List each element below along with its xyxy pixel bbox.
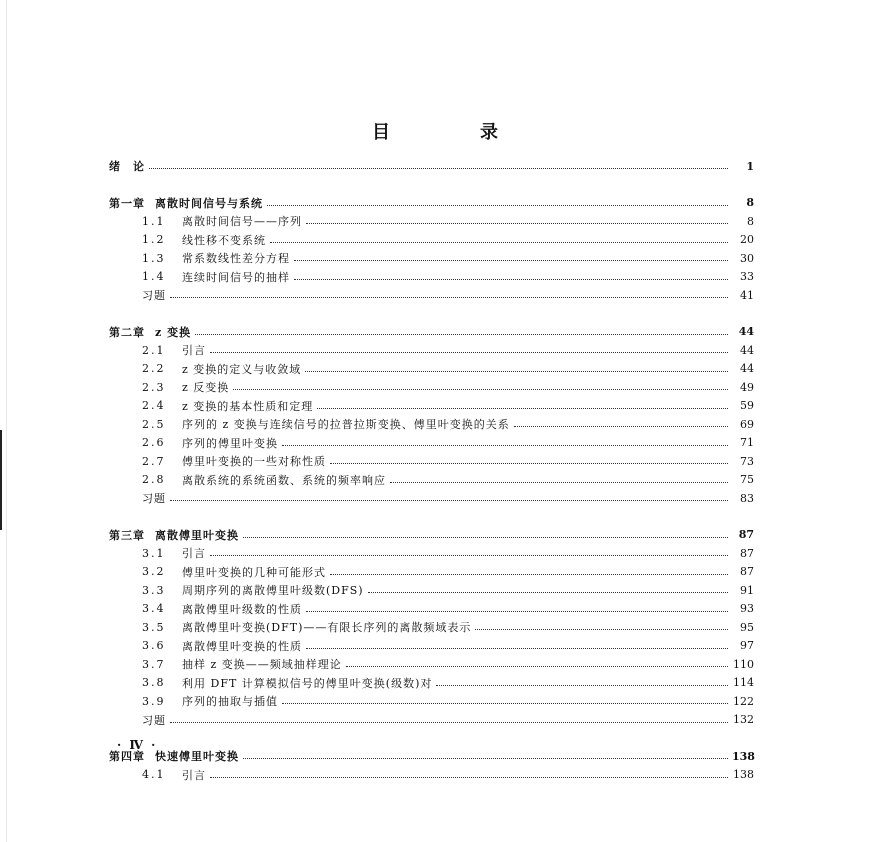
chapter-label: 第三章 xyxy=(109,528,145,542)
page-number: 44 xyxy=(740,362,754,376)
dot-leader xyxy=(170,499,728,501)
page-number: 95 xyxy=(740,620,754,634)
entry-title: z 变换 xyxy=(155,325,192,339)
section-number: 3.9 xyxy=(142,694,166,708)
entry-title: 习题 xyxy=(142,289,166,303)
dot-leader xyxy=(475,628,728,630)
page-number: 8 xyxy=(747,214,754,228)
entry-title: 离散傅里叶级数的性质 xyxy=(182,602,302,616)
section-number: 2.4 xyxy=(142,399,166,413)
section-number: 3.4 xyxy=(142,602,166,616)
dot-leader xyxy=(243,757,728,759)
section-number: 3.3 xyxy=(142,583,166,597)
section-number: 2.7 xyxy=(142,454,166,468)
page-number: 87 xyxy=(740,546,754,560)
page-number: 44 xyxy=(738,325,754,339)
toc-front-entry[interactable] xyxy=(109,157,754,176)
section-number: 1.4 xyxy=(142,270,166,284)
section-number: 3.1 xyxy=(142,546,166,560)
entry-title: 傅里叶变换的一些对称性质 xyxy=(182,455,326,469)
dot-leader xyxy=(390,481,728,483)
toc-exercise-entry[interactable] xyxy=(109,286,754,305)
page-number: 71 xyxy=(740,436,754,450)
toc-exercise-entry[interactable] xyxy=(109,489,754,508)
toc-section-entry[interactable] xyxy=(109,249,754,268)
toc-section-entry[interactable] xyxy=(109,637,754,656)
toc-chapter-entry[interactable] xyxy=(109,194,754,213)
toc-section-entry[interactable] xyxy=(109,618,754,637)
entry-title: 连续时间信号的抽样 xyxy=(182,270,290,284)
dot-leader xyxy=(195,333,728,335)
dot-leader xyxy=(282,444,728,446)
toc-section-entry[interactable] xyxy=(109,360,754,379)
section-number: 2.5 xyxy=(142,417,166,431)
toc-section-entry[interactable] xyxy=(109,212,754,231)
entry-title: z 反变换 xyxy=(182,381,230,395)
page-number: 41 xyxy=(740,288,754,302)
section-number: 2.2 xyxy=(142,362,166,376)
entry-title: 习题 xyxy=(142,713,166,727)
page-number: 91 xyxy=(740,583,754,597)
dot-leader xyxy=(306,610,728,612)
section-number: 3.6 xyxy=(142,639,166,653)
dot-leader xyxy=(306,222,728,224)
page-number: 138 xyxy=(732,749,755,763)
page-number: 30 xyxy=(740,251,754,265)
dot-leader xyxy=(270,241,728,243)
dot-leader xyxy=(210,351,728,353)
entry-title: 习题 xyxy=(142,492,166,506)
entry-title: 离散系统的系统函数、系统的频率响应 xyxy=(182,473,386,487)
toc-chapter-entry[interactable] xyxy=(109,323,754,342)
page-number: 73 xyxy=(740,454,754,468)
toc-section-entry[interactable] xyxy=(109,341,754,360)
dot-leader xyxy=(243,536,728,538)
page-number: 69 xyxy=(740,417,754,431)
entry-title: 常系数线性差分方程 xyxy=(182,252,290,266)
page-number: 87 xyxy=(738,528,754,542)
dot-leader xyxy=(294,278,728,280)
entry-title: 快速傅里叶变换 xyxy=(155,750,239,764)
toc-section-entry[interactable] xyxy=(109,600,754,619)
toc-section-entry[interactable] xyxy=(109,692,754,711)
dot-leader xyxy=(233,388,728,390)
dot-leader xyxy=(514,425,728,427)
dot-leader xyxy=(282,702,728,704)
dot-leader xyxy=(436,684,728,686)
toc-section-entry[interactable] xyxy=(109,766,754,785)
page-number: 93 xyxy=(740,602,754,616)
dot-leader xyxy=(170,721,728,723)
toc-section-entry[interactable] xyxy=(109,544,754,563)
page-number: 122 xyxy=(733,694,754,708)
page-number: 83 xyxy=(740,491,754,505)
page-number: 75 xyxy=(740,473,754,487)
page-number: 33 xyxy=(740,270,754,284)
section-number: 2.8 xyxy=(142,473,166,487)
toc-section-entry[interactable] xyxy=(109,434,754,453)
entry-title: z 变换的定义与收敛域 xyxy=(182,362,302,376)
toc-chapter-entry[interactable] xyxy=(109,747,754,766)
section-number: 3.7 xyxy=(142,657,166,671)
page-number: 110 xyxy=(733,657,754,671)
chapter-label: 第一章 xyxy=(109,196,145,210)
page-number: 132 xyxy=(733,713,754,727)
toc-section-entry[interactable] xyxy=(109,268,754,287)
page-number: 20 xyxy=(740,233,754,247)
entry-title: 绪 论 xyxy=(109,160,145,174)
page-number: 114 xyxy=(733,676,754,690)
entry-title: 序列的 z 变换与连续信号的拉普拉斯变换、傅里叶变换的关系 xyxy=(182,418,510,432)
dot-leader xyxy=(346,665,728,667)
entry-title: 线性移不变系统 xyxy=(182,233,266,247)
chapter-label: 第二章 xyxy=(109,325,145,339)
entry-title: 离散时间信号与系统 xyxy=(155,196,263,210)
section-number: 2.6 xyxy=(142,436,166,450)
entry-title: 引言 xyxy=(182,344,206,358)
page-number-footer: · Ⅳ · xyxy=(117,738,158,752)
dot-leader xyxy=(330,462,728,464)
section-number: 2.3 xyxy=(142,380,166,394)
dot-leader xyxy=(317,407,728,409)
entry-title: 引言 xyxy=(182,547,206,561)
toc-section-entry[interactable] xyxy=(109,674,754,693)
dot-leader xyxy=(294,259,728,261)
section-number: 1.3 xyxy=(142,251,166,265)
entry-title: 离散傅里叶变换(DFT)——有限长序列的离散频域表示 xyxy=(182,621,472,635)
toc-chapter-entry[interactable] xyxy=(109,526,754,545)
entry-title: 傅里叶变换的几种可能形式 xyxy=(182,565,326,579)
section-number: 3.5 xyxy=(142,620,166,634)
entry-title: 序列的傅里叶变换 xyxy=(182,436,278,450)
page-number: 8 xyxy=(746,196,754,210)
binding-edge-mark xyxy=(0,430,2,530)
section-number: 1.1 xyxy=(142,214,166,228)
page-number: 44 xyxy=(740,343,754,357)
dot-leader xyxy=(170,296,728,298)
toc-section-entry[interactable] xyxy=(109,581,754,600)
page-number: 1 xyxy=(746,159,754,173)
toc-section-entry[interactable] xyxy=(109,563,754,582)
section-number: 3.2 xyxy=(142,565,166,579)
section-number: 2.1 xyxy=(142,343,166,357)
toc-section-entry[interactable] xyxy=(109,415,754,434)
table-of-contents xyxy=(109,157,754,784)
dot-leader xyxy=(210,554,728,556)
toc-section-entry[interactable] xyxy=(109,231,754,250)
page-number: 87 xyxy=(740,565,754,579)
section-number: 1.2 xyxy=(142,233,166,247)
section-number: 4.1 xyxy=(142,768,166,782)
dot-leader xyxy=(368,591,728,593)
page-number: 97 xyxy=(740,639,754,653)
entry-title: 离散时间信号——序列 xyxy=(182,215,302,229)
toc-section-entry[interactable] xyxy=(109,655,754,674)
entry-title: 周期序列的离散傅里叶级数(DFS) xyxy=(182,584,364,598)
dot-leader xyxy=(210,776,728,778)
page-number: 49 xyxy=(740,380,754,394)
entry-title: 离散傅里叶变换 xyxy=(155,528,239,542)
entry-title: 利用 DFT 计算模拟信号的傅里叶变换(级数)对 xyxy=(182,676,433,690)
chapter-label: 第四章 xyxy=(109,750,145,764)
dot-leader xyxy=(305,370,728,372)
dot-leader xyxy=(149,167,728,169)
entry-title: 抽样 z 变换——频域抽样理论 xyxy=(182,658,342,672)
dot-leader xyxy=(267,204,728,206)
toc-exercise-entry[interactable] xyxy=(109,711,754,730)
page-number: 138 xyxy=(733,768,754,782)
entry-title: z 变换的基本性质和定理 xyxy=(182,399,314,413)
page-number: 59 xyxy=(740,399,754,413)
entry-title: 离散傅里叶变换的性质 xyxy=(182,639,302,653)
entry-title: 引言 xyxy=(182,768,206,782)
page-title: 目 录 xyxy=(372,122,534,143)
dot-leader xyxy=(330,573,728,575)
section-number: 3.8 xyxy=(142,676,166,690)
toc-section-entry[interactable] xyxy=(109,452,754,471)
entry-title: 序列的抽取与插值 xyxy=(182,695,278,709)
toc-section-entry[interactable] xyxy=(109,471,754,490)
toc-section-entry[interactable] xyxy=(109,378,754,397)
dot-leader xyxy=(306,647,728,649)
toc-section-entry[interactable] xyxy=(109,397,754,416)
